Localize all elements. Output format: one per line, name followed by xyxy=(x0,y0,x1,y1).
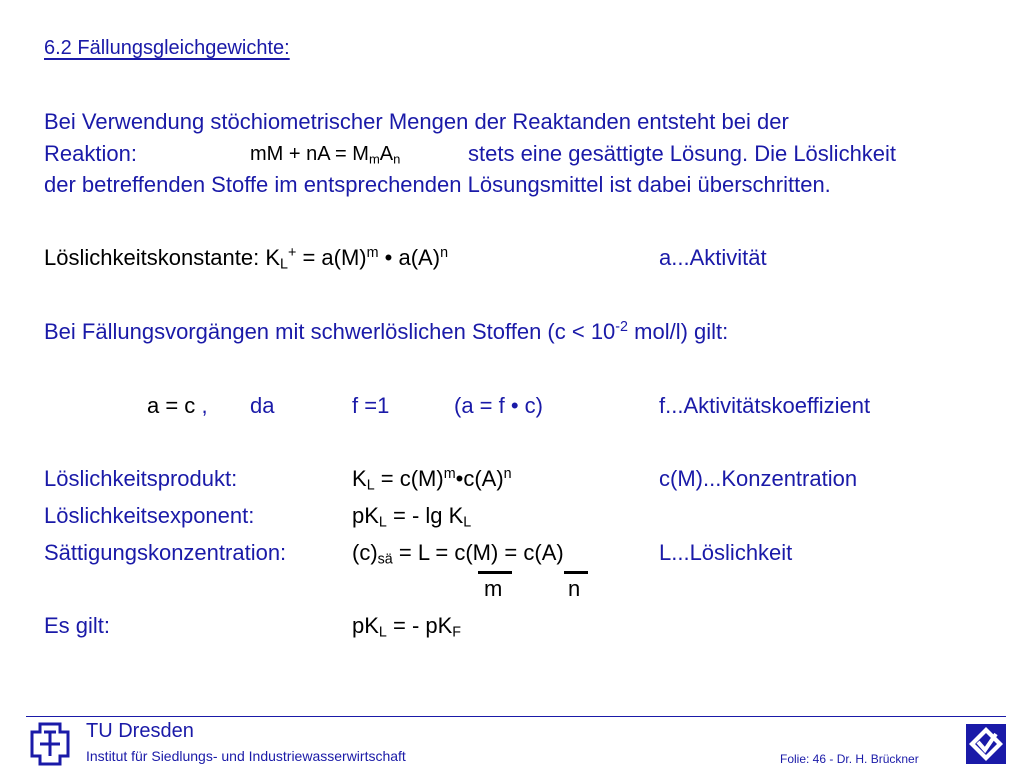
es-gilt-equation: $pK_L$ = - $pK_F$ xyxy=(352,613,462,641)
institute-logo-icon xyxy=(966,724,1006,764)
saettigung-equation: $(c)_{sä} = L = c(M) = c(A)$ xyxy=(352,540,564,568)
fraction-bar-n xyxy=(564,571,588,574)
da-word: da xyxy=(250,393,275,418)
es-gilt-label: Es gilt: xyxy=(44,613,111,638)
exponent-equation: $pK_L$ = - $\lg K_L$ xyxy=(352,503,472,531)
denominator-m: m xyxy=(484,576,503,601)
intro-line-1: Bei Verwendung stöchiometrischer Mengen der Reaktanden entsteht bei der xyxy=(44,109,789,134)
konzentration-note: c(M)...Konzentration xyxy=(659,466,858,491)
reaction-equation: mM + nA = $M_mA_n$ xyxy=(250,143,401,167)
intro-line-3: der betreffenden Stoffe im entsprechenden Lösungsmittel ist dabei überschritten. xyxy=(44,172,831,197)
produkt-label: Löslichkeitsprodukt: xyxy=(44,466,238,491)
saettigung-label: Sättigungskonzentration: xyxy=(44,540,287,565)
tu-dresden-logo-icon xyxy=(26,722,74,766)
aktivitaet-note: a...Aktivität xyxy=(659,245,767,270)
a-equals-f-c: (a = f • c) xyxy=(454,393,543,418)
faellung-text: Bei Fällungsvorgängen mit schwerlöslichen Stoffen ($c < 10^{-2}$ mol/l) gilt: xyxy=(44,319,729,344)
page-title: 6.2 Fällungsgleichgewichte: xyxy=(44,37,290,59)
footer-folie: Folie: 46 - Dr. H. Brückner xyxy=(780,752,919,766)
footer-institute: Institut für Siedlungs- und Industriewasserwirtschaft xyxy=(86,748,406,764)
activity-equation: a = c , xyxy=(147,393,208,418)
footer-divider xyxy=(26,716,1006,717)
footer-org: TU Dresden xyxy=(86,720,194,742)
denominator-n: n xyxy=(568,576,581,601)
f-equals-one: f =1 xyxy=(352,393,390,418)
reaktion-label: Reaktion: xyxy=(44,141,137,166)
aktivitaetskoeffizient-note: f...Aktivitätskoeffizient xyxy=(659,393,871,418)
intro-line-2-rest: stets eine gesättigte Lösung. Die Löslichkeit xyxy=(468,141,897,166)
konstante-definition: Löslichkeitskonstante: $K_L^+ = a(M)^m$ • $a(A)^n$ xyxy=(44,245,449,273)
fraction-bar-m xyxy=(478,571,512,574)
loeslichkeit-note: L...Löslichkeit xyxy=(659,540,793,565)
produkt-equation: $K_L$ = $c(M)^m•c(A)^n$ xyxy=(352,466,512,494)
exponent-label: Löslichkeitsexponent: xyxy=(44,503,255,528)
